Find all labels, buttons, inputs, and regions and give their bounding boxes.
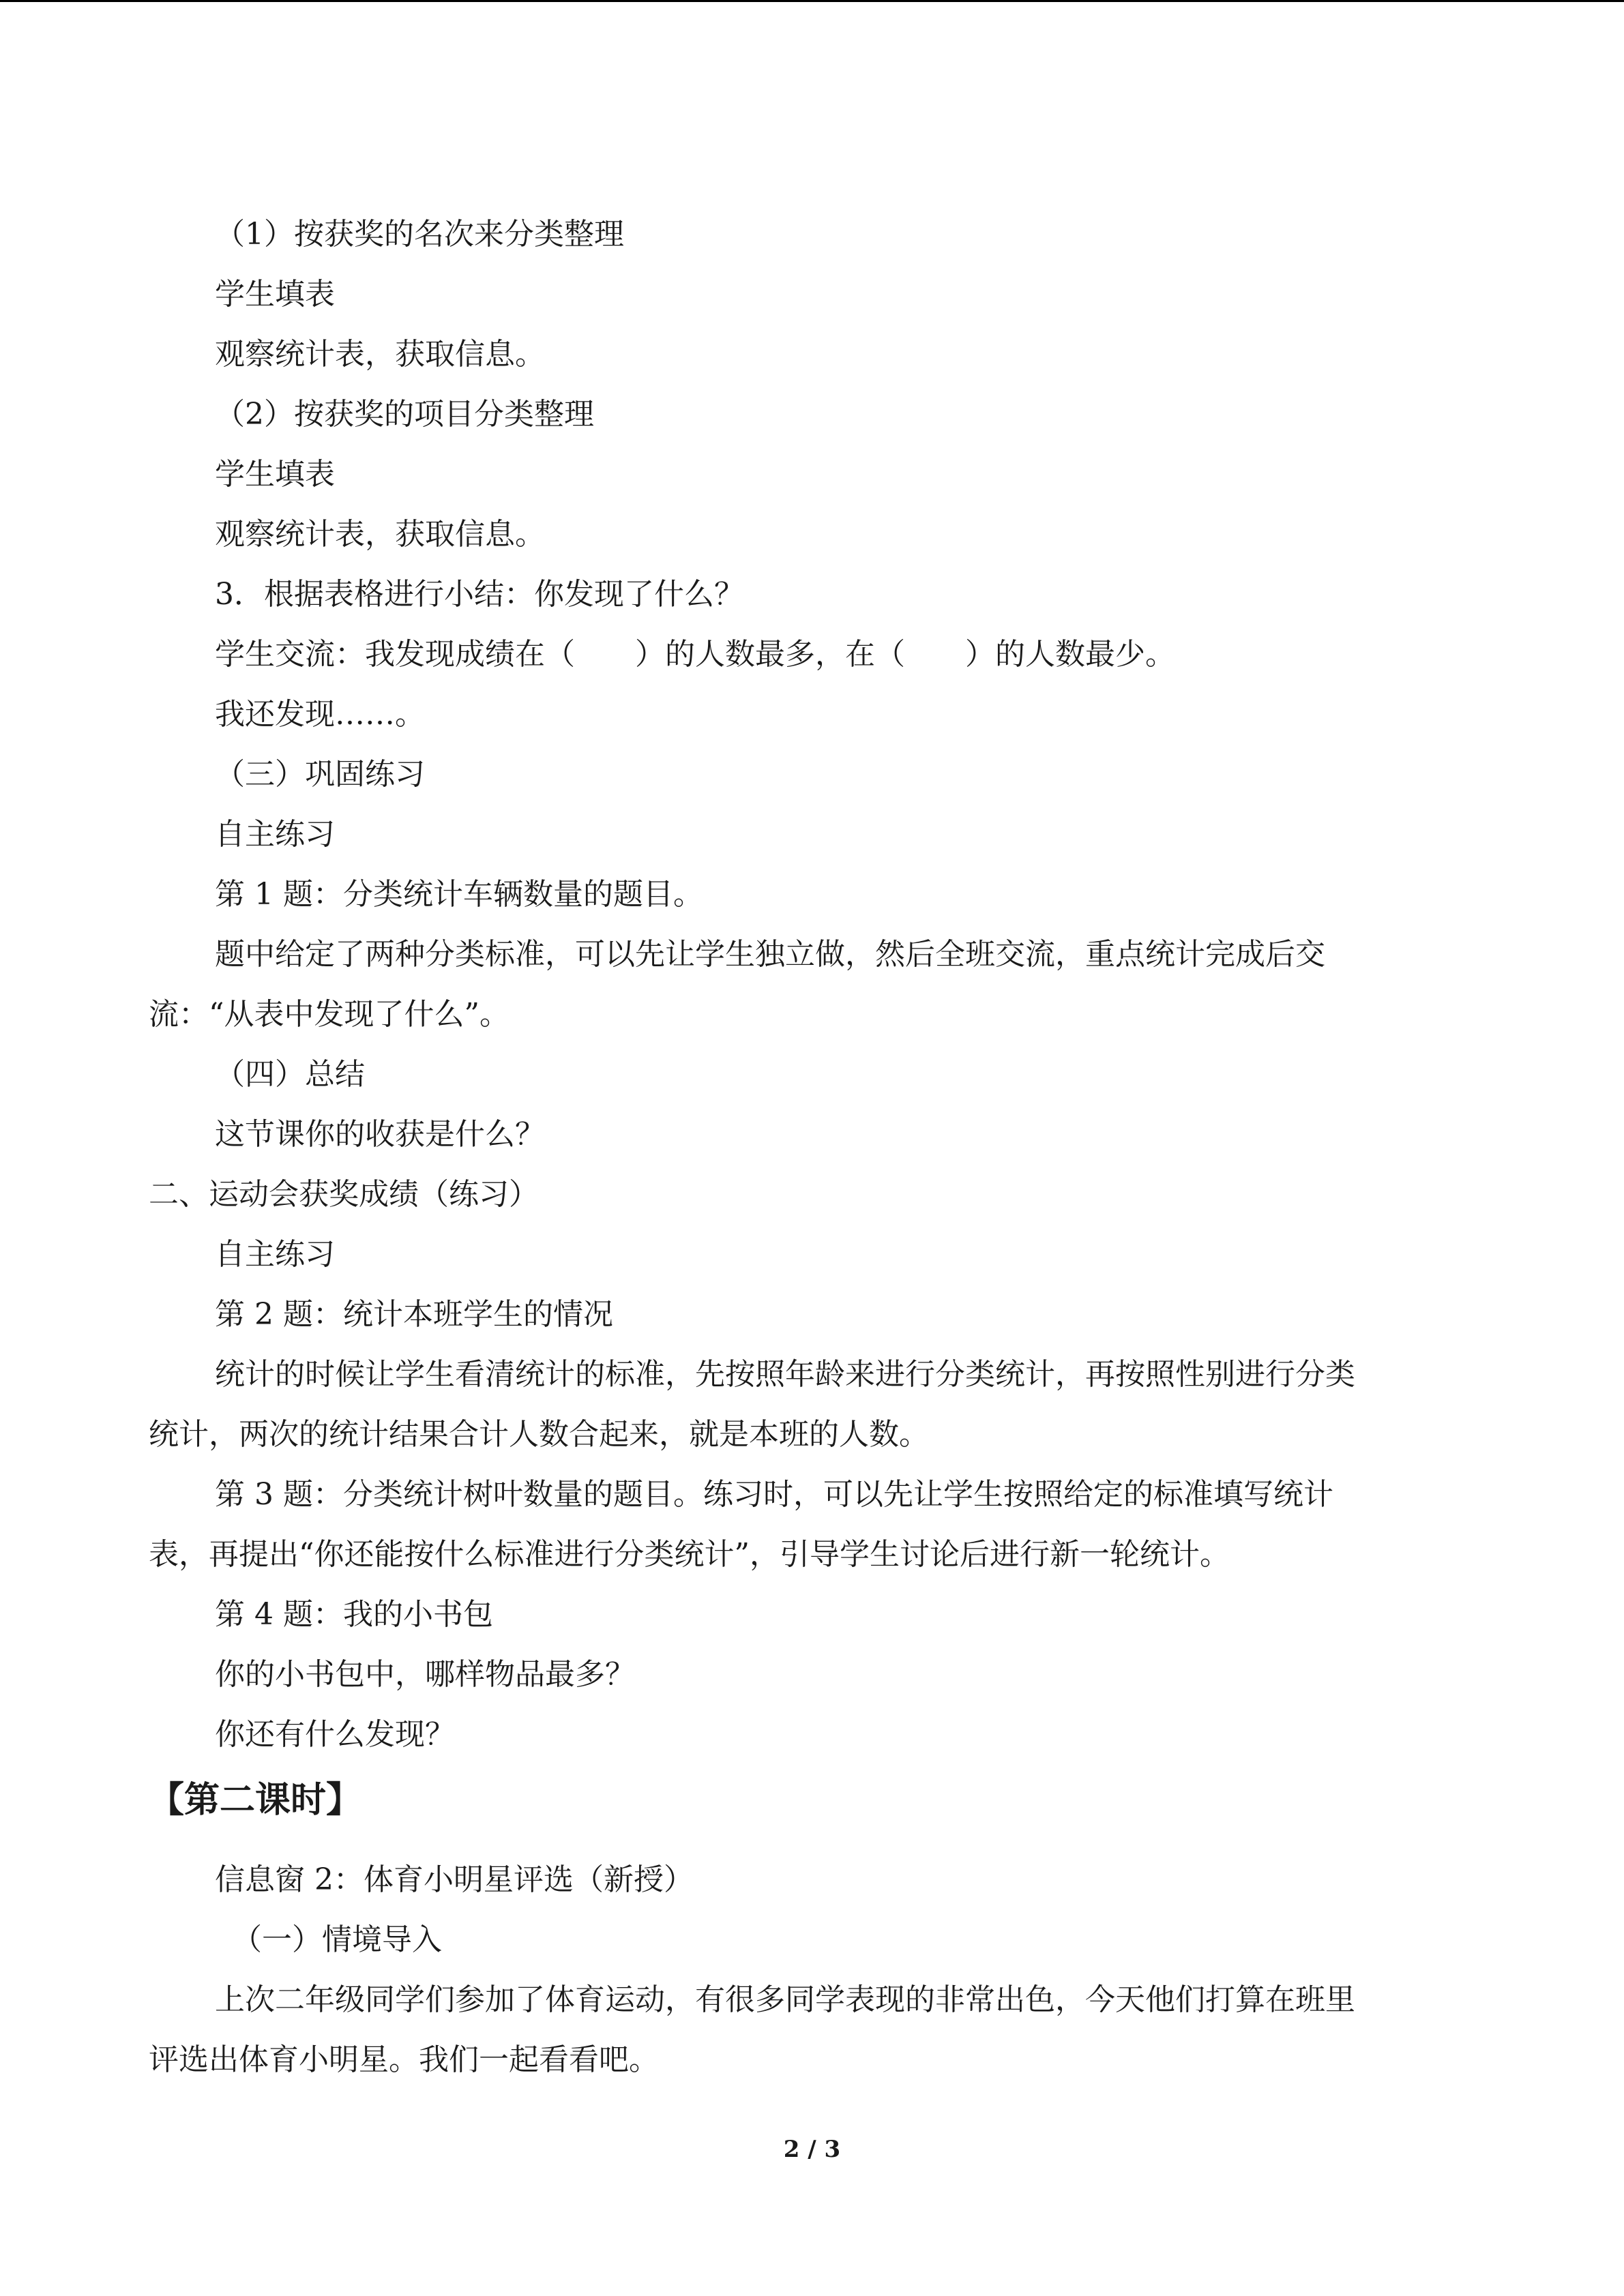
text-line: （四）总结 <box>215 1057 365 1092</box>
section-title: 二、运动会获奖成绩（练习） <box>149 1177 539 1212</box>
text-line: 自主练习 <box>215 817 335 852</box>
text-line: （1）按获奖的名次来分类整理 <box>215 217 624 252</box>
text-line: 你的小书包中，哪样物品最多？ <box>215 1657 635 1692</box>
text-line: 上次二年级同学们参加了体育运动，有很多同学表现的非常出色，今天他们打算在班里 <box>215 1982 1355 2017</box>
text-line: 第 1 题：分类统计车辆数量的题目。 <box>215 877 703 912</box>
text-line: 自主练习 <box>215 1237 335 1272</box>
text-line: 第 3 题：分类统计树叶数量的题目。练习时，可以先让学生按照给定的标准填写统计 <box>215 1477 1333 1512</box>
text-line: 3．根据表格进行小结：你发现了什么？ <box>215 577 744 612</box>
text-line: 第 2 题：统计本班学生的情况 <box>215 1297 613 1332</box>
text-line: 学生交流：我发现成绩在（ ）的人数最多，在（ ）的人数最少。 <box>215 637 1175 672</box>
text-line: 学生填表 <box>215 457 335 492</box>
text-line: 题中给定了两种分类标准，可以先让学生独立做，然后全班交流，重点统计完成后交 <box>215 937 1325 972</box>
text-line: 流：“从表中发现了什么”。 <box>149 997 510 1032</box>
text-line: 评选出体育小明星。我们一起看看吧。 <box>149 2042 659 2077</box>
text-line: 信息窗 2：体育小明星评选（新授） <box>215 1862 694 1897</box>
lesson-heading: 【第二课时】 <box>149 1779 362 1821</box>
page-number: 2 / 3 <box>783 2136 841 2163</box>
text-line: 第 4 题：我的小书包 <box>215 1597 493 1632</box>
text-line: 学生填表 <box>215 277 335 312</box>
text-line: 统计的时候让学生看清统计的标准，先按照年龄来进行分类统计，再按照性别进行分类 <box>215 1357 1355 1392</box>
text-line: 观察统计表，获取信息。 <box>215 337 545 372</box>
text-line: 这节课你的收获是什么？ <box>215 1117 545 1152</box>
text-line: 观察统计表，获取信息。 <box>215 517 545 552</box>
text-line: 表，再提出“你还能按什么标准进行分类统计”，引导学生讨论后进行新一轮统计。 <box>149 1537 1230 1572</box>
text-line: 我还发现……。 <box>215 697 425 732</box>
text-line: 统计，两次的统计结果合计人数合起来，就是本班的人数。 <box>149 1417 929 1452</box>
text-line: 你还有什么发现？ <box>215 1717 455 1752</box>
text-line: （三）巩固练习 <box>215 757 425 792</box>
text-line: （2）按获奖的项目分类整理 <box>215 397 594 432</box>
text-line: （一）情境导入 <box>232 1922 442 1957</box>
